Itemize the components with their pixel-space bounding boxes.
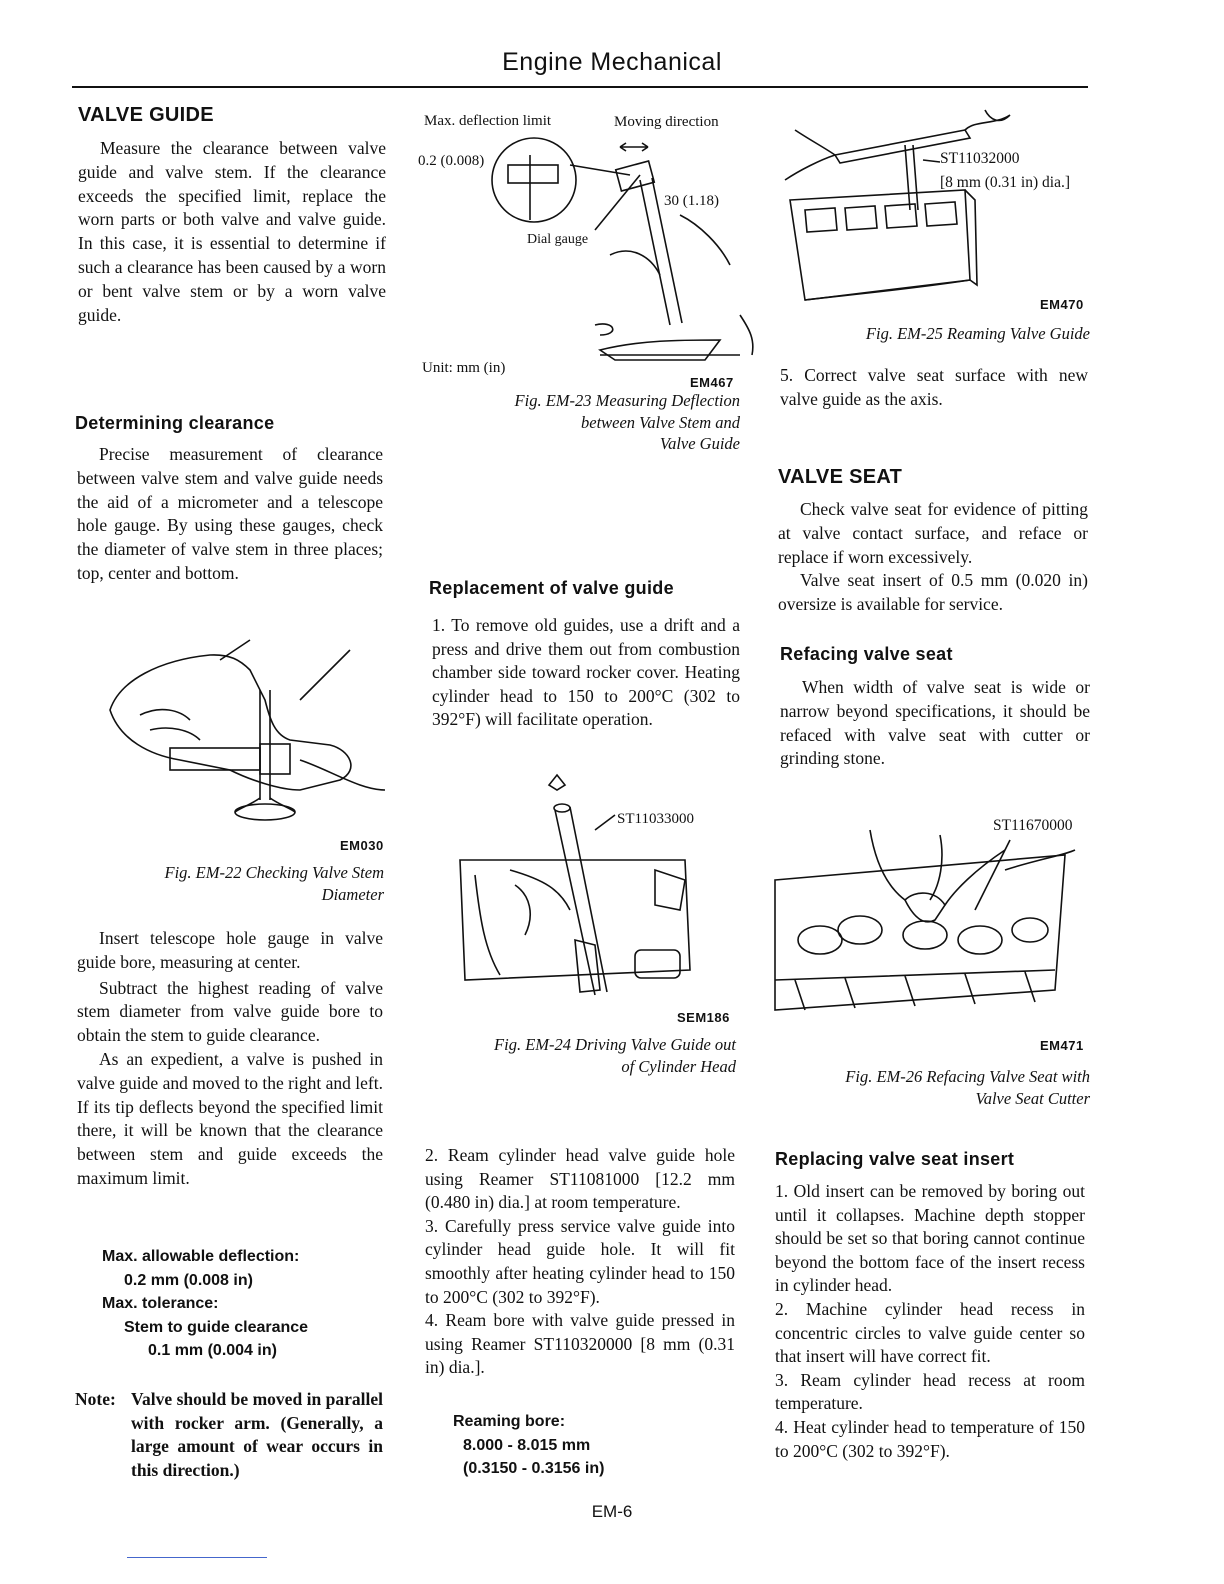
note-block [75, 1388, 383, 1482]
replacement-step4: 4. Ream bore with valve guide pressed in using Reamer ST110320000 [8 mm (0.31 in) dia.]. [425, 1310, 735, 1378]
drift-end [554, 804, 570, 812]
fig-em23-illustration [490, 135, 760, 375]
replacement-step3: 3. Carefully press service valve guide into cylinder head guide hole. It will fit smoothly after heating cylinder head to 150 to 200°C (302 to 392°F). [425, 1215, 735, 1307]
refacing-text-block [780, 676, 1090, 771]
refacing-text: When width of valve seat is wide or narrow beyond specifications, it should be refaced with valve seat with cutter or grinding stone. [780, 677, 1090, 769]
fig-em23-caption-line3: Valve Guide [659, 434, 740, 453]
micrometer-thimble [260, 744, 290, 774]
tool-leader [595, 815, 615, 830]
seat-recess [635, 950, 680, 978]
fig-em23-caption-line1: Fig. EM-23 Measuring Deflection [514, 391, 740, 410]
valve-guide-intro-text: Measure the clearance between valve guide and valve stem. If the clearance exceeds the specified limit, replace the worn parts or both valve and valve guide. In this case, it is essential to determine if such a clearance has been caused by a worn or bent valve stem or by a worn valve guide. [78, 138, 386, 325]
fig-em25-tool-size: [8 mm (0.31 in) dia.] [940, 174, 1071, 191]
fig-em23-caption [440, 390, 740, 455]
chamber-5 [1012, 918, 1048, 942]
replacement-step1: 1. To remove old guides, use a drift and a press and drive them out from combustion chamber side toward rocker cover. Heating cylinder head to 150 to 200°C (302 to 392°F) will facilitate operation. [432, 615, 740, 730]
spec-max-deflection-value: 0.2 mm (0.008 in) [124, 1271, 253, 1289]
fig-em23-max-deflection-label: Max. deflection limit [424, 113, 552, 129]
cyl-head-deck [775, 855, 1065, 1010]
determining-clearance-heading: Determining clearance [75, 413, 275, 433]
replacing-insert-steps [775, 1180, 1085, 1463]
chamber-2 [838, 916, 882, 944]
hand-left [785, 130, 835, 180]
fig-em26-code: EM471 [1040, 1038, 1084, 1053]
fig-em24-caption-line1: Fig. EM-24 Driving Valve Guide out [494, 1035, 736, 1054]
tool-line-2 [300, 650, 350, 700]
replacement-steps-block [425, 1144, 735, 1380]
replacing-insert-step3: 3. Ream cylinder head recess at room temperature. [775, 1369, 1085, 1414]
chamber-3 [903, 921, 947, 949]
fig-em22-caption-line1: Fig. EM-22 Checking Valve Stem [164, 863, 384, 882]
spec-stem-guide-value: 0.1 mm (0.004 in) [148, 1342, 277, 1359]
fig-em24-caption-line2: of Cylinder Head [621, 1056, 736, 1076]
valve-head [600, 340, 720, 360]
page-number: EM-6 [591, 1502, 633, 1521]
zoom-line [570, 165, 630, 175]
valve-seat-text [778, 498, 1088, 617]
fig-em23-unit-label: Unit: mm (in) [422, 360, 506, 376]
fig-em23-code: EM467 [690, 375, 734, 390]
hands-cutter [870, 830, 1075, 905]
fig-em24-caption [420, 1034, 736, 1077]
valve-guide-intro [78, 137, 386, 327]
zoom-circle [492, 138, 576, 222]
replacement-step5: 5. Correct valve seat surface with new valve guide as the axis. [780, 365, 1088, 409]
fig-em22-illustration [100, 640, 390, 830]
valve-head-curve [235, 798, 295, 812]
valve-seat-p1: Check valve seat for evidence of pitting at valve contact surface, and reface or replace if worn excessively. [778, 499, 1088, 567]
hand-right [965, 110, 1010, 130]
finger-lines [140, 710, 200, 740]
spec-max-tolerance-label: Max. tolerance: [102, 1295, 219, 1312]
cyl-head-outline [600, 215, 753, 355]
tool-leader [923, 160, 940, 162]
fig-em24-code: SEM186 [677, 1010, 730, 1025]
fig-em24-tool-label: ST11033000 [617, 811, 694, 827]
reamer-shaft [905, 145, 910, 210]
para-insert-gauge: Insert telescope hole gauge in valve guide bore, measuring at center. [77, 928, 383, 972]
page-header-title: Engine Mechanical [502, 48, 722, 76]
valve-stem-r [652, 178, 682, 323]
replacing-insert-step4: 4. Heat cylinder head to temperature of 150 to 200°C (302 to 392°F). [775, 1416, 1085, 1461]
valve-springs [805, 202, 957, 232]
fig-em25-caption: Fig. EM-25 Reaming Valve Guide [865, 324, 1090, 343]
replacing-insert-step1: 1. Old insert can be removed by boring out until it collapses. Machine depth stopper should be set so that boring cannot continue beyond the bottom face of the insert recess in cylinder head. [775, 1181, 1085, 1296]
fig-em23-moving-direction-label: Moving direction [614, 114, 719, 130]
dim-line [595, 175, 640, 230]
cutter-body [905, 893, 945, 922]
fig-em22-caption-line2: Diameter [321, 884, 384, 904]
para-subtract: Subtract the highest reading of valve stem diameter from valve guide bore to obtain the stem to guide clearance. [77, 977, 383, 1046]
fig-em23-caption-line2: between Valve Stem and [581, 412, 740, 432]
refacing-heading: Refacing valve seat [780, 644, 953, 664]
press-arrow [549, 775, 565, 790]
reaming-value1: 8.000 - 8.015 mm [463, 1436, 591, 1454]
reaming-value2: (0.3150 - 0.3156 in) [463, 1460, 605, 1477]
note-prefix: Note: [75, 1389, 116, 1409]
valve-seat-heading: VALVE SEAT [778, 466, 903, 488]
fig-em26-caption-line1: Fig. EM-26 Refacing Valve Seat with [845, 1067, 1090, 1086]
head-side [805, 190, 977, 300]
para-expedient: As an expedient, a valve is pushed in valve guide and moved to the right and left. If its tip deflects beyond the specified limit there, it will be known that the clearance between stem and guide exceeds the maximum limit. [77, 1048, 383, 1188]
fig-em25-tool-label: ST11032000 [940, 150, 1020, 167]
head-side-detail [775, 970, 1055, 1010]
bottom-rule [127, 1557, 267, 1558]
hand-right [300, 760, 385, 790]
specs-block [102, 1245, 308, 1363]
moving-arrow [620, 143, 648, 151]
valve-guide-heading: VALVE GUIDE [78, 104, 214, 126]
fig-em26-illustration [775, 830, 1075, 1030]
fig-em23-dial-gauge-label: Dial gauge [527, 232, 589, 247]
fig-em23-label-30: 30 (1.18) [664, 193, 719, 209]
spec-stem-guide-label: Stem to guide clearance [124, 1318, 309, 1336]
tool-line [220, 640, 250, 660]
port-1 [475, 870, 570, 975]
fig-em24-illustration [455, 770, 705, 1005]
fig-em26-caption-line2: Valve Seat Cutter [975, 1088, 1090, 1108]
guide-detail [508, 165, 558, 183]
fig-em22-code: EM030 [340, 838, 384, 853]
reaming-spec-block [453, 1410, 604, 1481]
replacement-heading: Replacement of valve guide [429, 578, 674, 598]
header-rule [72, 86, 1088, 88]
replacement-step1-block [432, 614, 740, 732]
chamber-4 [958, 926, 1002, 954]
determining-clearance-cont [77, 927, 383, 1191]
valve-stem-l [640, 180, 670, 325]
note-text: Valve should be moved in parallel with rocker arm. (Generally, a large amount of wear occurs in this direction.) [131, 1389, 383, 1480]
tool-leader [975, 840, 1010, 910]
determining-clearance-text [77, 443, 383, 586]
replacement-step2: 2. Ream cylinder head valve guide hole using Reamer ST11081000 [12.2 mm (0.480 in) dia.] at room temperature. [425, 1145, 735, 1213]
fig-em26-tool-label: ST11670000 [993, 817, 1073, 834]
guide-cavity [575, 940, 600, 992]
fig-em23-label-02: 0.2 (0.008) [418, 153, 485, 169]
arrow-left [595, 324, 613, 335]
fig-em25-illustration [785, 100, 1085, 315]
spec-max-deflection-label: Max. allowable deflection: [102, 1248, 300, 1265]
fig-em22-caption [90, 862, 384, 905]
replacing-insert-step2: 2. Machine cylinder head recess in concentric circles to valve guide center so that insert will have correct fit. [775, 1298, 1085, 1367]
determining-clearance-para: Precise measurement of clearance between valve stem and valve guide needs the aid of a micrometer and a telescope hole gauge. By using these gauges, check the diameter of valve stem in three places; top, center and bottom. [77, 444, 383, 583]
replacement-step5-block [780, 364, 1088, 411]
fig-em25-code: EM470 [1040, 297, 1084, 312]
replacing-insert-heading: Replacing valve seat insert [775, 1149, 1015, 1169]
dial-gauge-body [616, 161, 655, 191]
reaming-label: Reaming bore: [453, 1413, 566, 1430]
port-2 [515, 870, 685, 935]
valve-seat-p2: Valve seat insert of 0.5 mm (0.020 in) oversize is available for service. [778, 570, 1088, 615]
chamber-1 [798, 926, 842, 954]
fig-em26-caption [780, 1066, 1090, 1109]
reamer-shaft-2 [913, 145, 918, 210]
